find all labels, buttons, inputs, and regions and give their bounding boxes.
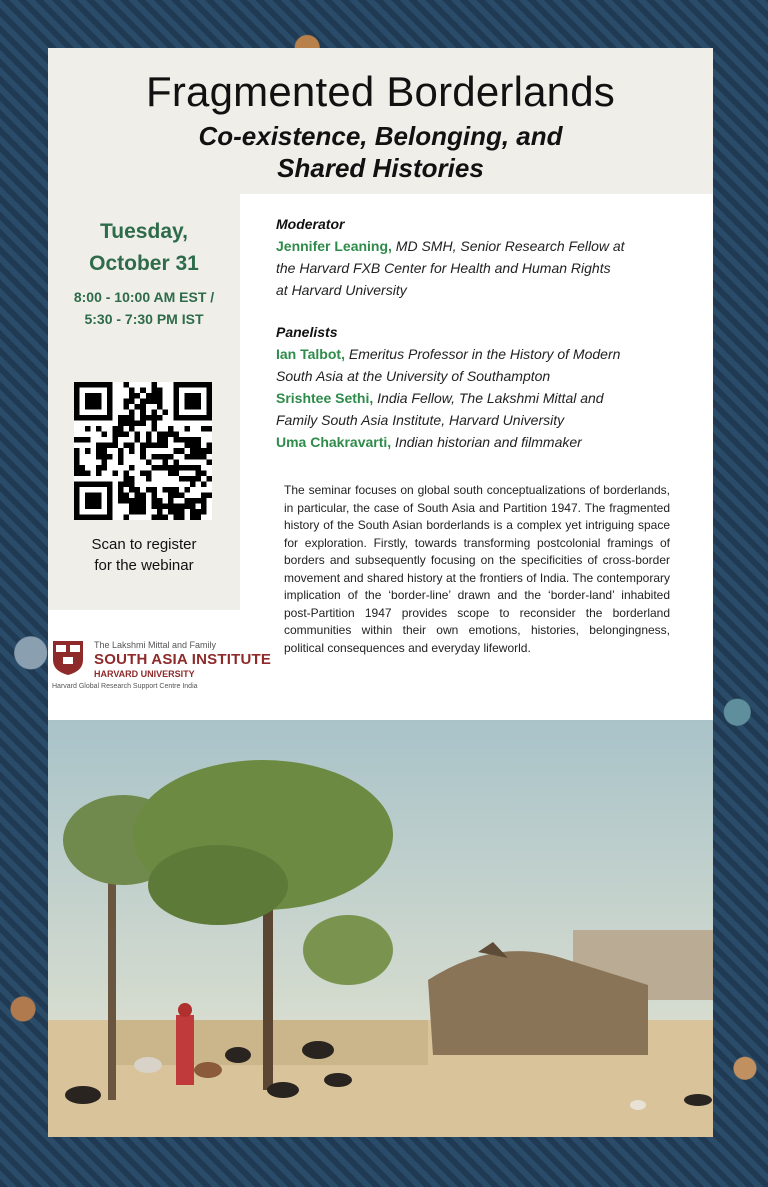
subtitle-line-2: Shared Histories	[277, 153, 484, 183]
subtitle-line-1: Co-existence, Belonging, and	[198, 121, 563, 151]
panelist-desc-2: Family South Asia Institute, Harvard University	[276, 412, 565, 428]
event-title: Fragmented Borderlands	[146, 68, 615, 115]
panelist-entry	[276, 387, 686, 431]
seminar-description: The seminar focuses on global south conceptualizations of borderlands, in particular, the case of South Asia and Partition 1947. The fragmented history of the South Asian borderlands is a complex yet intriguing space for exploration. Firstly, towards transforming postcolonial framings of borders and subsequently focusing on the specificities of cross-border movement and shared history at the frontiers of India. The contemporary implication of the ‘border-line’ drawn and the ‘border-land’ inhabited post-Partition 1947 provides scope to reconsider the borderland communities within their own emotions, histories, belongingness, political consequences and everyday lifeworld.	[284, 483, 670, 655]
panelists-section	[276, 324, 686, 453]
panelist-entry	[276, 343, 686, 387]
date-panel	[48, 194, 240, 610]
event-time	[48, 286, 240, 330]
event-day: Tuesday,	[100, 220, 188, 243]
moderator-desc-2: the Harvard FXB Center for Health and Human Rights	[276, 260, 611, 276]
register-line-2: for the webinar	[94, 557, 194, 574]
moderator-entry	[276, 235, 686, 301]
event-day-date: October 31	[89, 252, 199, 275]
panelist-desc-2: South Asia at the University of Southampton	[276, 368, 551, 384]
moderator-desc-1: MD SMH, Senior Research Fellow at	[391, 238, 625, 254]
qr-code-icon[interactable]	[74, 382, 212, 520]
register-line-1: Scan to register	[91, 536, 197, 553]
desert-village-image	[48, 720, 713, 1137]
harvard-shield-icon	[52, 640, 84, 676]
event-time-est: 8:00 - 10:00 AM EST /	[73, 289, 215, 305]
event-date	[48, 216, 240, 280]
moderator-section	[276, 216, 686, 301]
panelist-desc-1: Emeritus Professor in the History of Modern	[344, 346, 621, 362]
panelists-label: Panelists	[276, 324, 338, 340]
event-time-ist: 5:30 - 7:30 PM IST	[84, 311, 204, 327]
panelist-name: Srishtee Sethi,	[276, 390, 374, 406]
panelist-name: Ian Talbot,	[276, 346, 345, 362]
panelist-name: Uma Chakravarti,	[276, 434, 392, 450]
logo-line-2: SOUTH ASIA INSTITUTE	[94, 651, 272, 668]
panelist-desc-1: India Fellow, The Lakshmi Mittal and	[373, 390, 604, 406]
logo-line-3: HARVARD UNIVERSITY	[94, 669, 195, 679]
panelist-desc-1: Indian historian and filmmaker	[391, 434, 582, 450]
moderator-name: Jennifer Leaning,	[276, 238, 392, 254]
event-subtitle	[48, 120, 713, 184]
logo-line-1: The Lakshmi Mittal and Family	[94, 640, 217, 650]
register-caption	[48, 534, 240, 576]
logo-line-4: Harvard Global Research Support Centre India	[52, 683, 198, 690]
title-panel	[48, 48, 713, 194]
moderator-desc-3: at Harvard University	[276, 282, 407, 298]
borderland-photo	[48, 720, 713, 1137]
moderator-label: Moderator	[276, 216, 345, 232]
panelist-entry	[276, 431, 686, 453]
